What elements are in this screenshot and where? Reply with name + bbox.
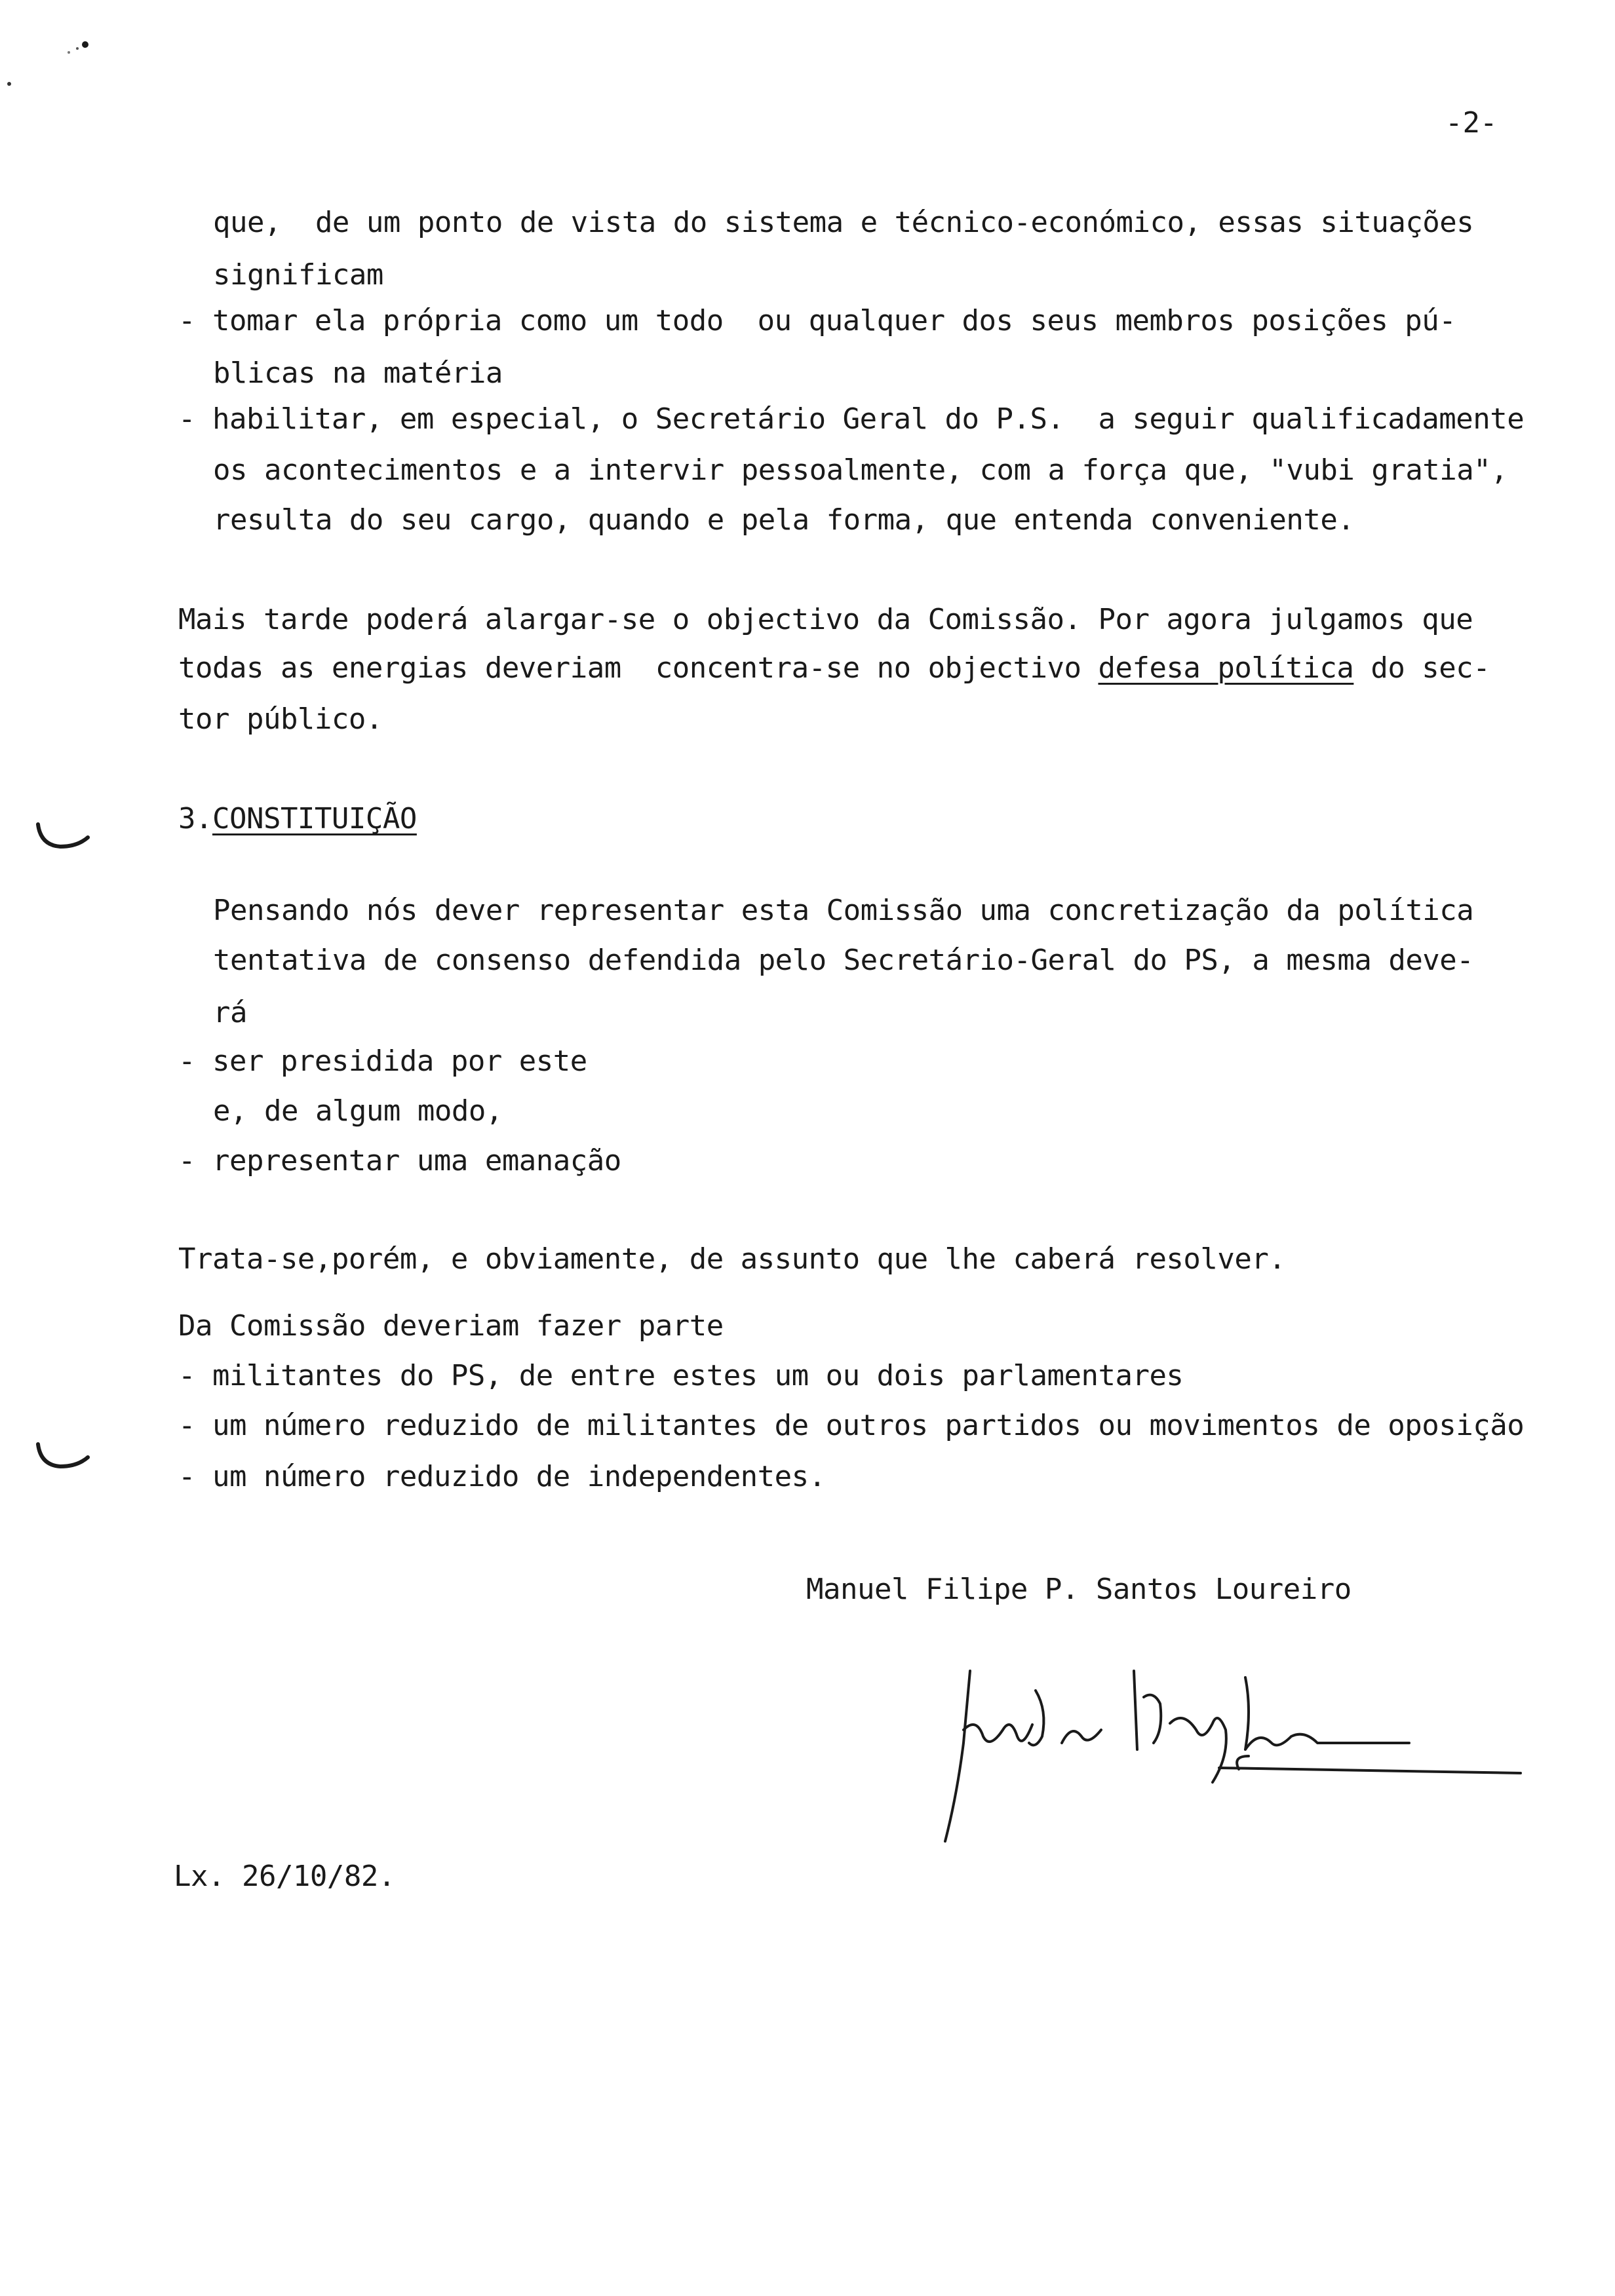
text-line: tentativa de consenso defendida pelo Secretário-Geral do PS, a mesma deve- [213, 944, 1474, 977]
list-item: - representar uma emanação [178, 1144, 621, 1177]
text-line [178, 650, 1490, 687]
text-line: blicas na matéria [213, 356, 503, 390]
page-number: -2- [1445, 106, 1498, 140]
section-heading [178, 801, 417, 837]
section-title: CONSTITUIÇÃO [212, 802, 417, 835]
text-line: significam [213, 258, 383, 292]
emphasized-phrase: defesa política [1098, 651, 1354, 685]
text-line: e, de algum modo, [213, 1094, 503, 1128]
text-line: resulta do seu cargo, quando e pela forma, que entenda conveniente. [213, 503, 1355, 537]
text-line: tor público. [178, 702, 383, 736]
text-line: os acontecimentos e a intervir pessoalmente, com a força que, "vubi gratia", [213, 453, 1508, 487]
place-date: Lx. 26/10/82. [174, 1860, 395, 1893]
list-item: - um número reduzido de militantes de outros partidos ou movimentos de oposição [178, 1409, 1525, 1442]
text-line: Mais tarde poderá alargar-se o objectivo da Comissão. Por agora julgamos que [178, 603, 1473, 636]
list-item: - tomar ela própria como um todo ou qualquer dos seus membros posições pú- [178, 304, 1456, 337]
text-line: Trata-se,porém, e obviamente, de assunto que lhe caberá resolver. [178, 1242, 1286, 1276]
text-line: rá [213, 996, 247, 1029]
text-line: Da Comissão deveriam fazer parte [178, 1309, 724, 1343]
signatory-name: Manuel Filipe P. Santos Loureiro [806, 1573, 1352, 1606]
list-item: - militantes do PS, de entre estes um ou dois parlamentares [178, 1359, 1184, 1392]
list-item: - ser presidida por este [178, 1044, 587, 1078]
text-line: que, de um ponto de vista do sistema e técnico-económico, essas situações [213, 206, 1474, 239]
list-item: - um número reduzido de independentes. [178, 1460, 826, 1493]
text-run: do sec- [1353, 651, 1490, 685]
text-line: Pensando nós dever representar esta Comissão uma concretização da política [213, 894, 1474, 927]
handwritten-signature [937, 1651, 1527, 1861]
section-number: 3. [178, 802, 212, 835]
text-run: todas as energias deveriam concentra-se no objectivo [178, 651, 1099, 685]
punch-hole-mark [34, 1439, 93, 1478]
punch-hole-mark [34, 819, 93, 858]
list-item: - habilitar, em especial, o Secretário Geral do P.S. a seguir qualificadamente [178, 402, 1525, 436]
